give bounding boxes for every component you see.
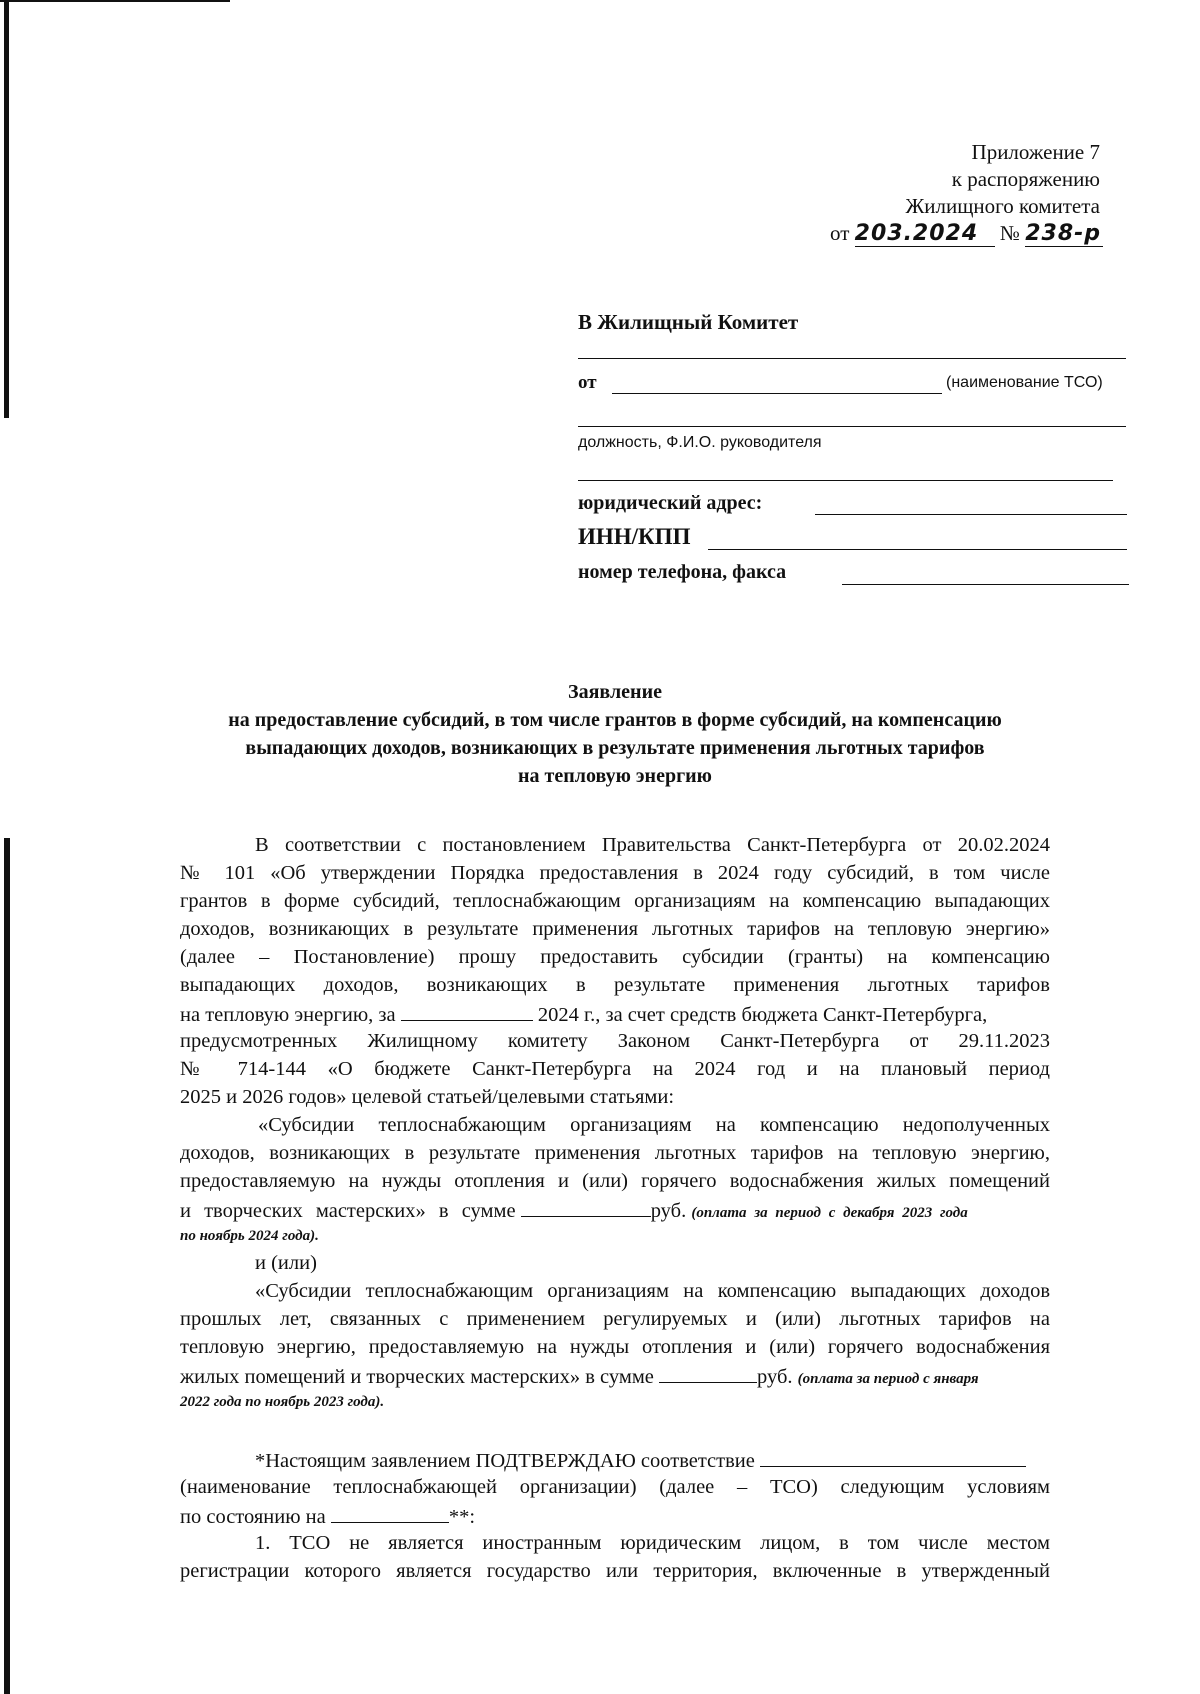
period-month-field xyxy=(401,1002,533,1021)
appendix-from-prefix: от xyxy=(830,221,850,245)
body-p4-footnote-mark: **: xyxy=(448,1506,476,1528)
subsidy-amount-field-2 xyxy=(659,1364,757,1383)
body-p3-line-4 xyxy=(180,1364,1050,1389)
body-p2-line-4-start: и творческих мастерских» в сумме xyxy=(180,1200,516,1222)
subsidy-amount-field-1 xyxy=(521,1198,651,1217)
body-p4-line-1-text: *Настоящим заявлением ПОДТВЕРЖДАЮ соответствие xyxy=(255,1450,755,1472)
addressee-legal-address: юридический адрес: xyxy=(578,492,763,514)
body-p4-line-3 xyxy=(180,1504,1050,1529)
scan-border-top xyxy=(0,0,230,2)
addressee-inn-kpp: ИНН/КПП xyxy=(578,524,691,549)
body-p4-line-3-start: по состоянию на xyxy=(180,1506,326,1528)
body-p3-line-4-start: жилых помещений и творческих мастерских» в сумме xyxy=(180,1366,654,1388)
body-p2-note-2: по ноябрь 2024 года). xyxy=(180,1228,319,1244)
body-p1-line-6: выпадающих доходов, возникающих в результате применения льготных тарифов xyxy=(180,974,1050,996)
addressee-inn-kpp-field xyxy=(708,549,1127,550)
document-subtitle-line-1: на предоставление субсидий, в том числе грантов в форме субсидий, на компенсацию xyxy=(228,709,1002,731)
addressee-phone-fax-field xyxy=(842,584,1129,585)
appendix-line-1: Приложение 7 xyxy=(971,140,1100,164)
body-p2-line-3: предоставляемую на нужды отопления и (или) горячего водоснабжения жилых помещений xyxy=(180,1170,1050,1192)
body-p1-line-2: № 101 «Об утверждении Порядка предоставления в 2024 году субсидий, в том числе xyxy=(180,862,1050,884)
addressee-phone-fax: номер телефона, факса xyxy=(578,561,787,583)
body-p3-note-2: 2022 года по ноябрь 2023 года). xyxy=(180,1394,385,1410)
body-p1-line-7-end: 2024 г., за счет средств бюджета Санкт-Петербурга, xyxy=(537,1004,988,1026)
addressee-legal-address-field xyxy=(815,514,1127,515)
appendix-line-2: к распоряжению xyxy=(951,167,1100,191)
body-p1-line-7 xyxy=(180,1002,1050,1027)
addressee-blank-line-3 xyxy=(578,480,1113,481)
addressee-from-label: от xyxy=(578,372,597,393)
body-p3-rub: руб. xyxy=(757,1366,793,1388)
body-p1-line-8: предусмотренных Жилищному комитету Законом Санкт-Петербурга от 29.11.2023 xyxy=(180,1030,1050,1052)
body-p3-line-2: прошлых лет, связанных с применением регулируемых и (или) льготных тарифов на xyxy=(180,1308,1050,1330)
body-p2-note-1: (оплата за период с декабря 2023 года xyxy=(691,1205,968,1221)
scan-border-left-upper xyxy=(4,0,9,418)
appendix-line-3: Жилищного комитета xyxy=(905,194,1100,218)
body-and-or: и (или) xyxy=(255,1252,317,1274)
tso-name-field xyxy=(760,1448,1026,1467)
body-p1-line-1: В соответствии с постановлением Правительства Санкт-Петербурга от 20.02.2024 xyxy=(255,834,1050,856)
appendix-number-prefix: № xyxy=(999,221,1020,245)
body-p3-line-3: тепловую энергию, предоставляемую на нужды отопления и (или) горячего водоснабжения xyxy=(180,1336,1050,1358)
addressee-blank-line-1 xyxy=(578,358,1126,359)
appendix-date-row xyxy=(830,221,1103,247)
body-p1-line-3: грантов в форме субсидий, теплоснабжающим организациям на компенсацию выпадающих xyxy=(180,890,1050,912)
addressee-to: В Жилищный Комитет xyxy=(578,310,799,334)
document-title: Заявление xyxy=(568,681,662,703)
addressee-org-field xyxy=(612,393,942,394)
addressee-position-hint: должность, Ф.И.О. руководителя xyxy=(578,434,822,451)
body-p2-line-2: доходов, возникающих в результате применения льготных тарифов на тепловую энергию, xyxy=(180,1142,1050,1164)
body-p2-line-1: «Субсидии теплоснабжающим организациям на компенсацию недополученных xyxy=(258,1114,1050,1136)
body-p1-line-10: 2025 и 2026 годов» целевой статьей/целевыми статьями: xyxy=(180,1086,675,1108)
addressee-blank-line-2 xyxy=(578,426,1126,427)
status-date-field xyxy=(331,1504,449,1523)
addressee-org-hint: (наименование ТСО) xyxy=(946,374,1103,391)
body-p1-line-9: № 714-144 «О бюджете Санкт-Петербурга на 2024 год и на плановый период xyxy=(180,1058,1050,1080)
body-p2-rub: руб. xyxy=(650,1200,687,1222)
body-p1-line-4: доходов, возникающих в результате применения льготных тарифов на тепловую энергию» xyxy=(180,918,1050,940)
body-p2-line-4 xyxy=(180,1198,1050,1223)
body-p3-note-1: (оплата за период с января xyxy=(797,1371,979,1387)
body-p5-line-2: регистрации которого является государство или территория, включенные в утвержденный xyxy=(180,1560,1050,1582)
body-p5-line-1: 1. ТСО не является иностранным юридическим лицом, в том числе местом xyxy=(255,1532,1050,1554)
body-p4-line-1 xyxy=(255,1448,1050,1473)
body-p4-line-2: (наименование теплоснабжающей организации) (далее – ТСО) следующим условиям xyxy=(180,1476,1050,1498)
document-subtitle-line-3: на тепловую энергию xyxy=(518,765,712,787)
appendix-number-handwritten: 238-р xyxy=(1025,221,1103,247)
scan-border-left-lower xyxy=(4,838,10,1694)
body-p3-line-1: «Субсидии теплоснабжающим организациям на компенсацию выпадающих доходов xyxy=(255,1280,1050,1302)
body-p1-line-5: (далее – Постановление) прошу предоставить субсидии (гранты) на компенсацию xyxy=(180,946,1050,968)
body-p1-line-7-start: на тепловую энергию, за xyxy=(180,1004,396,1026)
document-subtitle-line-2: выпадающих доходов, возникающих в результате применения льготных тарифов xyxy=(245,737,985,759)
appendix-date-handwritten: 203.2024 xyxy=(855,221,995,247)
